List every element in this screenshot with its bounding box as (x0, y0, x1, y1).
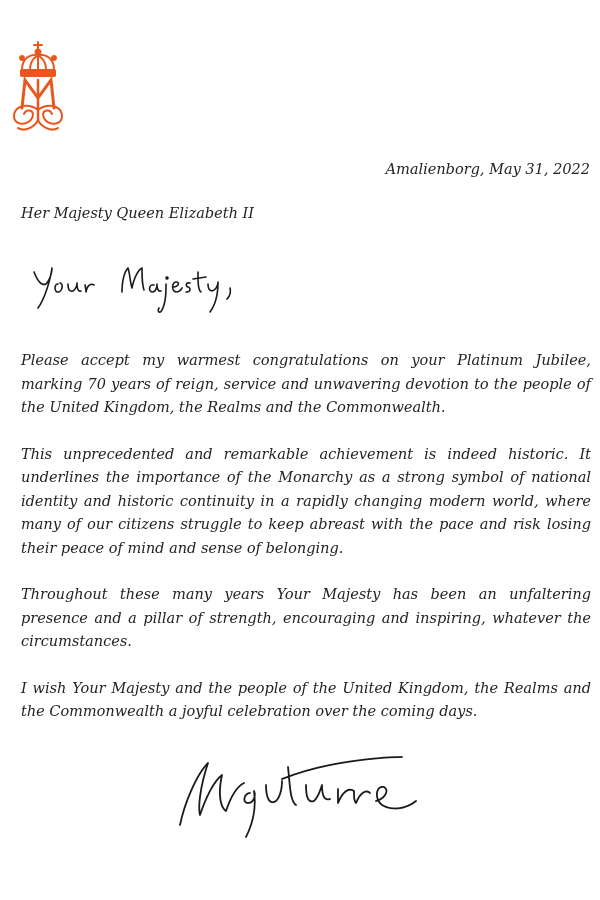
handwritten-salutation (30, 258, 260, 318)
recipient-line: Her Majesty Queen Elizabeth II (21, 206, 254, 222)
body-paragraph-1: Please accept my warmest congratulations on your Platinum Jubilee, marking 70 years of reign, service and unwavering devotion to the people of the United Kingdom, the Realms and the Commonwealth. (21, 353, 591, 416)
body-paragraph-2: This unprecedented and remarkable achievement is indeed historic. It underlines the importance of the Monarchy as a strong symbol of national identity and historic continuity in a rapidly changing modern world, where many of our citizens struggle to keep abreast with the pace and risk losing their peace of mind and sense of belonging. (21, 446, 591, 557)
letter-body (21, 350, 591, 748)
crowned-monogram-icon (8, 40, 68, 135)
place-and-date: Amalienborg, May 31, 2022 (385, 162, 590, 178)
body-paragraph-4: I wish Your Majesty and the people of the United Kingdom, the Realms and the Commonwealth a joyful celebration over the coming days. (21, 680, 591, 720)
body-paragraph-3: Throughout these many years Your Majesty has been an unfaltering presence and a pillar of strength, encouraging and inspiring, whatever the circumstances. (21, 587, 591, 650)
handwritten-signature (170, 745, 430, 845)
